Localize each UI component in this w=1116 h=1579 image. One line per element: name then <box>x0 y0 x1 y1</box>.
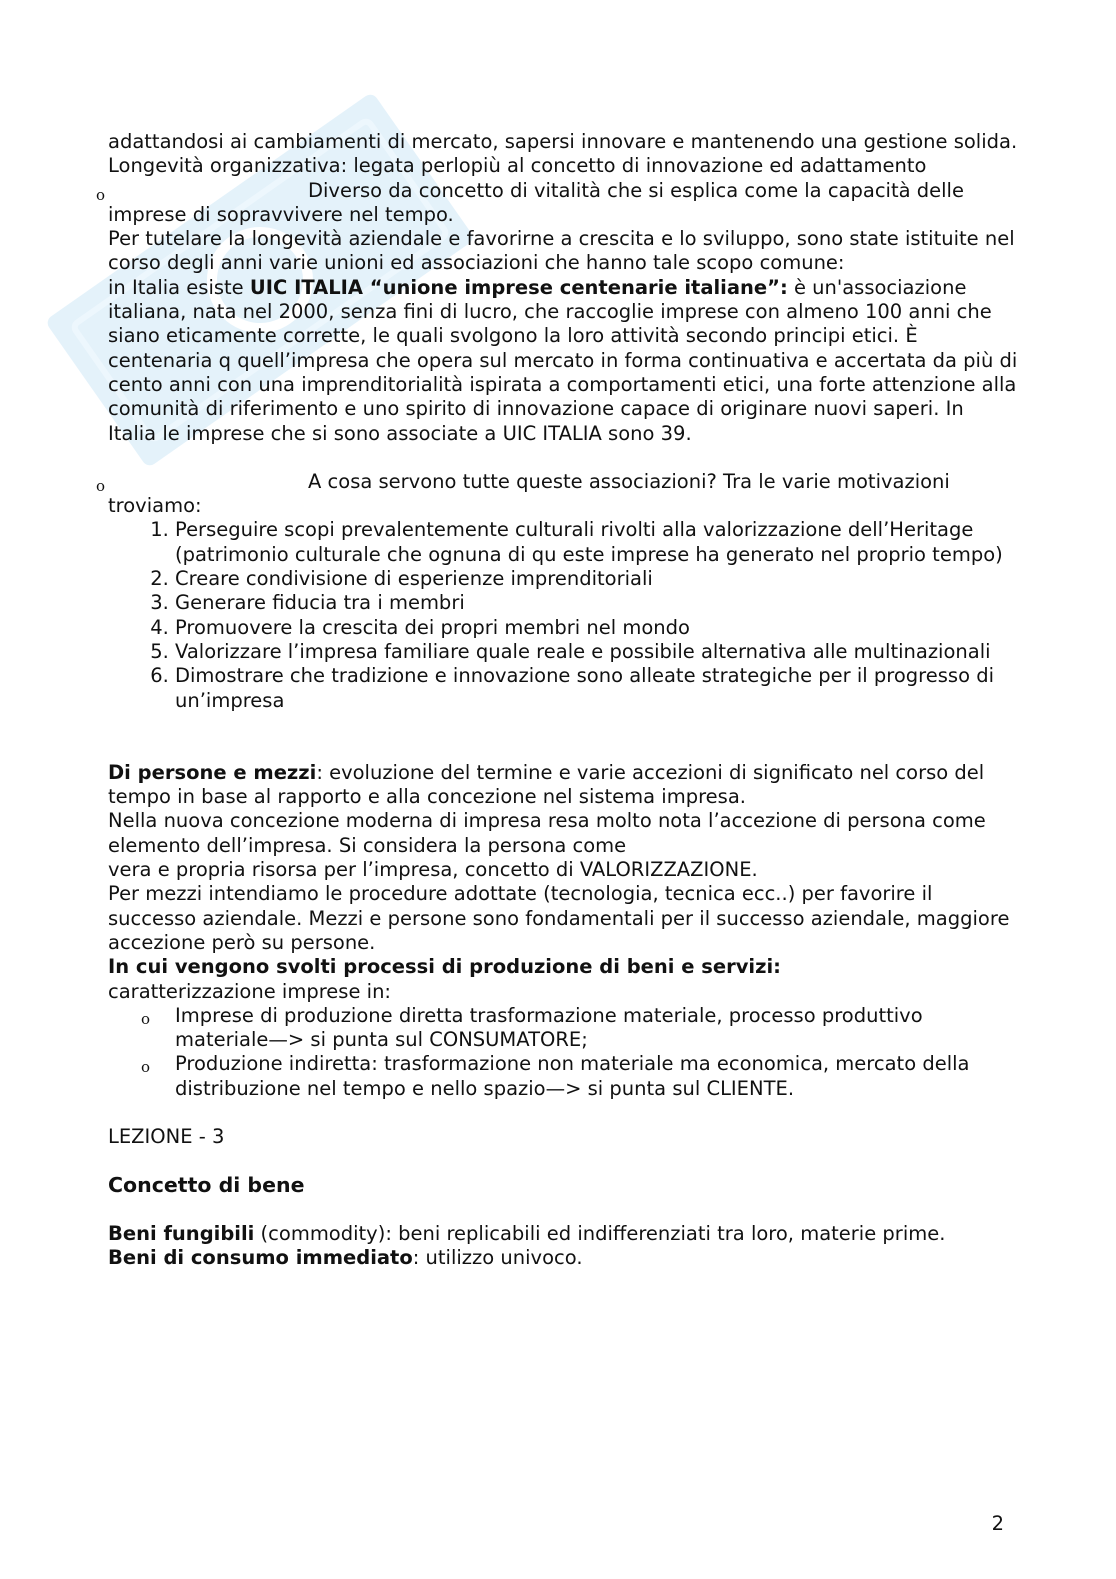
document-page <box>96 130 1018 1270</box>
list-item <box>141 1052 1018 1101</box>
bullet-marker: o <box>141 1058 151 1077</box>
list-item-text: Imprese di produzione diretta trasformazione materiale, processo produttivo materiale—> si punta sul CONSUMATORE; <box>175 1003 923 1052</box>
uic-pre: in Italia esiste <box>108 275 250 299</box>
bullet-text: A cosa servono tutte queste associazioni? Tra le varie motivazioni troviamo: <box>108 469 950 518</box>
paragraph-persone-mezzi <box>108 761 1018 810</box>
consumo-rest: : utilizzo univoco. <box>412 1245 583 1269</box>
paragraph-concezione: Nella nuova concezione moderna di impresa resa molto nota l’accezione di persona come elemento dell’impresa. Si considera la persona come <box>108 809 986 857</box>
persone-bold: Di persone e mezzi <box>108 760 317 784</box>
consumo-bold: Beni di consumo immediato <box>108 1245 413 1269</box>
fungibili-bold: Beni fungibili <box>108 1221 255 1245</box>
list-item: 3. Generare fiducia tra i membri <box>175 591 1018 615</box>
list-item-text: Produzione indiretta: trasformazione non materiale ma economica, mercato della distribuzione nel tempo e nello spazio—> si punta sul CLIENTE. <box>175 1052 970 1100</box>
bullet-marker: o <box>141 1009 151 1028</box>
paragraph-fungibili <box>108 1222 1018 1246</box>
bullet-marker: o <box>96 185 106 204</box>
paragraph-uic <box>108 276 1018 446</box>
bullet-associazioni <box>96 469 1018 519</box>
lesson-title: LEZIONE - 3 <box>108 1124 225 1148</box>
fungibili-rest: (commodity): beni replicabili ed indifferenziati tra loro, materie prime. <box>254 1221 946 1245</box>
paragraph-caratterizzazione: caratterizzazione imprese in: <box>108 979 391 1003</box>
section-heading: Concetto di bene <box>108 1173 305 1198</box>
list-item: 1. Perseguire scopi prevalentemente culturali rivolti alla valorizzazione dell’Heritage (patrimonio culturale che ognuna di qu este imprese ha generato nel proprio tempo) <box>175 518 1018 567</box>
paragraph-consumo <box>108 1246 1018 1270</box>
list-item <box>141 1003 1018 1053</box>
paragraph-tutela: Per tutelare la longevità aziendale e favorirne a crescita e lo sviluppo, sono state istituite nel corso degli anni varie unioni ed associazioni che hanno tale scopo comune: <box>108 227 1015 275</box>
bullet-text: Diverso da concetto di vitalità che si esplica come la capacità delle imprese di sopravvivere nel tempo. <box>108 178 964 226</box>
list-item: 6. Dimostrare che tradizione e innovazione sono alleate strategiche per il progresso di un’impresa <box>175 664 1018 713</box>
list-item: 5. Valorizzare l’impresa familiare quale reale e possibile alternativa alle multinazionali <box>175 640 1018 664</box>
paragraph-intro: adattandosi ai cambiamenti di mercato, sapersi innovare e mantenendo una gestione solida. <box>108 130 1018 153</box>
reasons-list <box>108 518 1018 712</box>
bullet-marker: o <box>96 476 106 495</box>
processi-bold: In cui vengono svolti processi di produzione di beni e servizi: <box>108 955 781 979</box>
paragraph-risorsa: vera e propria risorsa per l’impresa, concetto di VALORIZZAZIONE. <box>108 858 758 882</box>
paragraph-processi <box>108 955 1018 979</box>
paragraph-mezzi: Per mezzi intendiamo le procedure adottate (tecnologia, tecnica ecc..) per favorire il successo aziendale. Mezzi e persone sono fondamentali per il successo aziendale, maggiore accezione però su persone. <box>108 882 1010 954</box>
bullet-vitalita <box>96 178 1018 228</box>
uic-post: è un'associazione italiana, nata nel 2000, senza fini di lucro, che raccoglie imprese con almeno 100 anni che siano eticamente corrette, le quali svolgono la loro attività secondo principi etici. È centenaria q quell’impresa che opera sul mercato in forma continuativa e accertata da più di cento anni con una imprenditorialità ispirata a comportamenti etici, una forte attenzione alla comunità di riferimento e uno spirito di innovazione capace di originare nuovi saperi. In Italia le imprese che si sono associate a UIC ITALIA sono 39. <box>108 275 1018 445</box>
imprese-list <box>108 1004 1018 1101</box>
list-item: 2. Creare condivisione di esperienze imprenditoriali <box>175 567 1018 591</box>
page-number: 2 <box>991 1512 1004 1535</box>
uic-bold: UIC ITALIA “unione imprese centenarie italiane”: <box>249 275 788 299</box>
paragraph-longevita: Longevità organizzativa: legata perlopiù al concetto di innovazione ed adattamento <box>108 154 927 178</box>
persone-rest: : evoluzione del termine e varie accezioni di significato nel corso del tempo in base al rapporto e alla concezione nel sistema impresa. <box>108 760 985 809</box>
list-item: 4. Promuovere la crescita dei propri membri nel mondo <box>175 616 1018 640</box>
